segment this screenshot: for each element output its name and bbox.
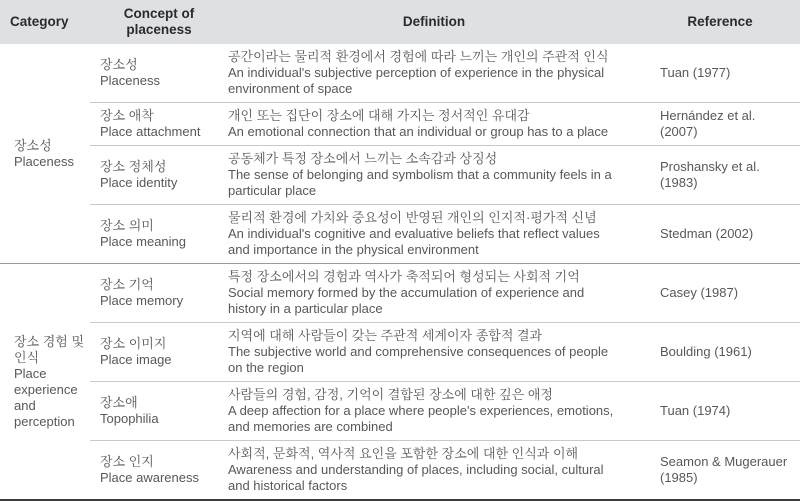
concept-cell	[90, 264, 228, 323]
definition-kr: 공간이라는 물리적 환경에서 경험에 따라 느끼는 개인의 주관적 인식	[228, 49, 609, 64]
concept-en: Place image	[100, 352, 172, 367]
concept-cell	[90, 44, 228, 103]
definition-cell	[228, 146, 640, 205]
concept-kr: 장소 애착	[100, 108, 154, 123]
category-en: Place experience and perception	[14, 365, 78, 429]
concept-kr: 장소애	[100, 395, 138, 410]
definition-en: An individual's cognitive and evaluative beliefs that reflect values and importance in the physical environment	[228, 226, 600, 257]
definition-cell	[228, 441, 640, 501]
header-row	[0, 0, 800, 44]
definition-kr: 물리적 환경에 가치와 중요성이 반영된 개인의 인지적·평가적 신념	[228, 210, 597, 225]
reference-cell: Casey (1987)	[640, 264, 800, 323]
category-cell-placeness	[0, 44, 90, 264]
table-row	[0, 264, 800, 323]
definition-cell	[228, 382, 640, 441]
concept-en: Place attachment	[100, 124, 201, 139]
reference-cell: Stedman (2002)	[640, 205, 800, 264]
category-kr: 장소성	[14, 137, 52, 153]
reference-cell: Seamon & Mugerauer (1985)	[640, 441, 800, 501]
concept-en: Topophilia	[100, 411, 159, 426]
definition-en: The sense of belonging and symbolism that a community feels in a particular place	[228, 167, 612, 198]
concept-cell	[90, 323, 228, 382]
concept-cell	[90, 103, 228, 146]
table-header	[0, 0, 800, 44]
definition-cell	[228, 205, 640, 264]
header-category: Category	[0, 0, 90, 44]
definition-kr: 개인 또는 집단이 장소에 대해 가지는 정서적인 유대감	[228, 108, 530, 123]
table-row	[0, 44, 800, 103]
category-cell-place-experience	[0, 264, 90, 501]
reference-cell: Hernández et al. (2007)	[640, 103, 800, 146]
header-reference: Reference	[640, 0, 800, 44]
concept-en: Place meaning	[100, 234, 186, 249]
concept-cell	[90, 441, 228, 501]
concept-en: Place memory	[100, 293, 184, 308]
category-kr: 장소 경험 및 인식	[14, 333, 85, 365]
concept-kr: 장소 인지	[100, 454, 154, 469]
definition-en: A deep affection for a place where people's experiences, emotions, and memories are combined	[228, 403, 614, 434]
definition-cell	[228, 323, 640, 382]
concept-kr: 장소 기억	[100, 277, 154, 292]
concept-kr: 장소 이미지	[100, 336, 167, 351]
definition-cell	[228, 44, 640, 103]
definition-en: Awareness and understanding of places, including social, cultural and historical factors	[228, 462, 604, 493]
definition-kr: 사람들의 경험, 감정, 기억이 결합된 장소에 대한 깊은 애정	[228, 387, 553, 402]
reference-cell: Tuan (1974)	[640, 382, 800, 441]
concept-kr: 장소 의미	[100, 218, 154, 233]
concept-cell	[90, 205, 228, 264]
reference-cell: Boulding (1961)	[640, 323, 800, 382]
header-concept: Concept of placeness	[90, 0, 228, 44]
table-row	[0, 146, 800, 205]
concept-kr: 장소 정체성	[100, 159, 167, 174]
reference-cell: Tuan (1977)	[660, 65, 731, 80]
reference-cell: Proshansky et al. (1983)	[640, 146, 800, 205]
definition-en: Social memory formed by the accumulation of experience and history in a particular place	[228, 285, 585, 316]
table-row	[0, 323, 800, 382]
concept-cell	[90, 382, 228, 441]
definition-en: An emotional connection that an individual or group has to a place	[228, 124, 609, 139]
definition-kr: 공동체가 특정 장소에서 느끼는 소속감과 상징성	[228, 151, 498, 166]
header-definition: Definition	[228, 0, 640, 44]
table-row	[0, 382, 800, 441]
category-en: Placeness	[14, 153, 74, 169]
definition-en: The subjective world and comprehensive consequences of people on the region	[228, 344, 609, 375]
definition-kr: 특정 장소에서의 경험과 역사가 축적되어 형성되는 사회적 기억	[228, 269, 580, 284]
concept-en: Place identity	[100, 175, 178, 190]
concept-en: Placeness	[100, 73, 160, 88]
table-row	[0, 205, 800, 264]
definition-en: An individual's subjective perception of experience in the physical environment of space	[228, 65, 605, 96]
definition-cell	[228, 264, 640, 323]
table-row	[0, 441, 800, 501]
definition-kr: 사회적, 문화적, 역사적 요인을 포함한 장소에 대한 인식과 이해	[228, 446, 579, 461]
concept-cell	[90, 146, 228, 205]
definition-kr: 지역에 대해 사람들이 갖는 주관적 세계이자 종합적 결과	[228, 328, 543, 343]
definition-cell	[228, 103, 640, 146]
concept-en: Place awareness	[100, 470, 199, 485]
table-row	[0, 103, 800, 146]
concept-kr: 장소성	[100, 57, 138, 72]
